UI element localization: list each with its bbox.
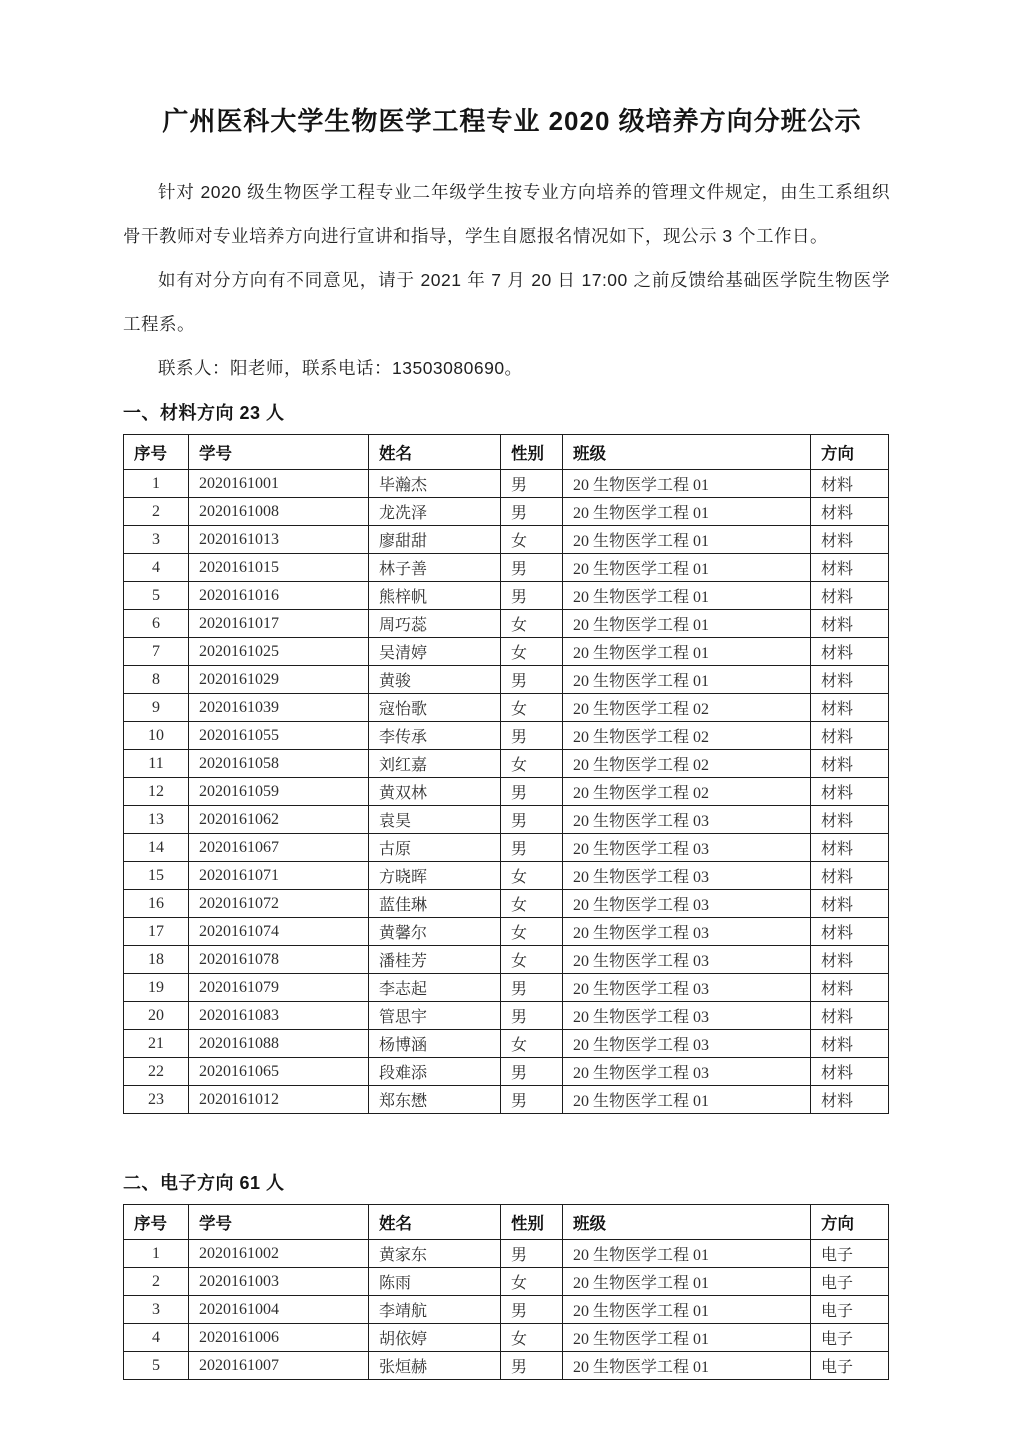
- table-row: [124, 1296, 889, 1324]
- column-header: 学号: [189, 435, 369, 470]
- table-cell: 男: [501, 1352, 563, 1380]
- table-cell: 李传承: [369, 722, 501, 750]
- table-cell: 20 生物医学工程 01: [563, 610, 811, 638]
- table-cell: 20 生物医学工程 01: [563, 526, 811, 554]
- table-cell: 电子: [811, 1240, 889, 1268]
- table-cell: 23: [124, 1086, 189, 1114]
- table-cell: 2: [124, 1268, 189, 1296]
- table-cell: 2020161039: [189, 694, 369, 722]
- table-cell: 2020161003: [189, 1268, 369, 1296]
- table-cell: 女: [501, 1268, 563, 1296]
- table-cell: 蓝佳琳: [369, 890, 501, 918]
- table-cell: 黄双林: [369, 778, 501, 806]
- table-cell: 20 生物医学工程 03: [563, 834, 811, 862]
- table-cell: 女: [501, 946, 563, 974]
- paragraph-feedback-deadline: 如有对分方向有不同意见，请于 2021 年 7 月 20 日 17:00 之前反馈给基础医学院生物医学工程系。: [123, 270, 890, 334]
- table-cell: 女: [501, 694, 563, 722]
- table-cell: 女: [501, 1324, 563, 1352]
- table-row: [124, 1030, 889, 1058]
- table-cell: 段难添: [369, 1058, 501, 1086]
- table-cell: 2020161058: [189, 750, 369, 778]
- table-row: [124, 890, 889, 918]
- table-cell: 男: [501, 834, 563, 862]
- table-cell: 20 生物医学工程 03: [563, 806, 811, 834]
- table-cell: 3: [124, 526, 189, 554]
- table-cell: 20 生物医学工程 03: [563, 1002, 811, 1030]
- table-cell: 古原: [369, 834, 501, 862]
- table-cell: 2020161071: [189, 862, 369, 890]
- column-header: 方向: [811, 435, 889, 470]
- table-cell: 17: [124, 918, 189, 946]
- table-row: [124, 1352, 889, 1380]
- table-cell: 女: [501, 610, 563, 638]
- table-cell: 14: [124, 834, 189, 862]
- table-cell: 电子: [811, 1296, 889, 1324]
- table-row: [124, 778, 889, 806]
- table-cell: 材料: [811, 554, 889, 582]
- table-cell: 5: [124, 582, 189, 610]
- table-cell: 20 生物医学工程 01: [563, 666, 811, 694]
- table-row: [124, 470, 889, 498]
- table-cell: 男: [501, 666, 563, 694]
- column-header: 方向: [811, 1205, 889, 1240]
- table-cell: 20 生物医学工程 01: [563, 498, 811, 526]
- table-cell: 材料: [811, 834, 889, 862]
- table-cell: 2020161017: [189, 610, 369, 638]
- table-cell: 袁昊: [369, 806, 501, 834]
- table-cell: 5: [124, 1352, 189, 1380]
- table-cell: 20 生物医学工程 01: [563, 582, 811, 610]
- table-cell: 2020161008: [189, 498, 369, 526]
- table-cell: 1: [124, 1240, 189, 1268]
- table-cell: 材料: [811, 470, 889, 498]
- table-cell: 16: [124, 890, 189, 918]
- section-heading-material-direction: 一、材料方向 23 人: [123, 403, 285, 423]
- table-cell: 20 生物医学工程 03: [563, 1030, 811, 1058]
- table-cell: 材料: [811, 946, 889, 974]
- table-cell: 20 生物医学工程 02: [563, 778, 811, 806]
- table-cell: 2020161062: [189, 806, 369, 834]
- table-cell: 20 生物医学工程 01: [563, 1324, 811, 1352]
- table-cell: 2020161004: [189, 1296, 369, 1324]
- table-cell: 材料: [811, 918, 889, 946]
- table-cell: 电子: [811, 1352, 889, 1380]
- table-cell: 材料: [811, 666, 889, 694]
- table-cell: 胡依婷: [369, 1324, 501, 1352]
- table-cell: 林子善: [369, 554, 501, 582]
- table-cell: 20 生物医学工程 03: [563, 946, 811, 974]
- table-cell: 杨博涵: [369, 1030, 501, 1058]
- table-cell: 20 生物医学工程 01: [563, 1352, 811, 1380]
- table-cell: 女: [501, 918, 563, 946]
- table-cell: 材料: [811, 526, 889, 554]
- table-cell: 2020161007: [189, 1352, 369, 1380]
- table-row: [124, 862, 889, 890]
- column-header: 姓名: [369, 1205, 501, 1240]
- table-cell: 13: [124, 806, 189, 834]
- table-cell: 2020161078: [189, 946, 369, 974]
- table-cell: 7: [124, 638, 189, 666]
- column-header: 姓名: [369, 435, 501, 470]
- table-cell: 女: [501, 1030, 563, 1058]
- table-cell: 男: [501, 470, 563, 498]
- table-cell: 3: [124, 1296, 189, 1324]
- table-cell: 男: [501, 778, 563, 806]
- table-cell: 电子: [811, 1324, 889, 1352]
- table-cell: 材料: [811, 610, 889, 638]
- table-row: [124, 1086, 889, 1114]
- table-row: [124, 666, 889, 694]
- column-header: 序号: [124, 1205, 189, 1240]
- table-cell: 刘红嘉: [369, 750, 501, 778]
- table-cell: 15: [124, 862, 189, 890]
- table-cell: 廖甜甜: [369, 526, 501, 554]
- table-cell: 2020161025: [189, 638, 369, 666]
- table-cell: 2020161074: [189, 918, 369, 946]
- table-cell: 2020161013: [189, 526, 369, 554]
- table-cell: 20 生物医学工程 03: [563, 862, 811, 890]
- table-cell: 男: [501, 582, 563, 610]
- table-cell: 20 生物医学工程 03: [563, 1058, 811, 1086]
- table-row: [124, 526, 889, 554]
- table-cell: 周巧蕊: [369, 610, 501, 638]
- table-cell: 2020161016: [189, 582, 369, 610]
- table-row: [124, 806, 889, 834]
- table-row: [124, 722, 889, 750]
- table-cell: 2020161067: [189, 834, 369, 862]
- table-cell: 潘桂芳: [369, 946, 501, 974]
- table-cell: 4: [124, 1324, 189, 1352]
- table-row: [124, 974, 889, 1002]
- table-cell: 管思宇: [369, 1002, 501, 1030]
- paragraph-intro: 针对 2020 级生物医学工程专业二年级学生按专业方向培养的管理文件规定，由生工系组织骨干教师对专业培养方向进行宣讲和指导，学生自愿报名情况如下，现公示 3 个工作日。: [123, 182, 890, 246]
- table-cell: 8: [124, 666, 189, 694]
- electronic-direction-table: [123, 1204, 889, 1380]
- table-cell: 男: [501, 554, 563, 582]
- table-cell: 材料: [811, 806, 889, 834]
- table-cell: 材料: [811, 722, 889, 750]
- table-cell: 2020161079: [189, 974, 369, 1002]
- table-cell: 2020161083: [189, 1002, 369, 1030]
- table-cell: 20 生物医学工程 02: [563, 694, 811, 722]
- table-cell: 男: [501, 1240, 563, 1268]
- table-row: [124, 1002, 889, 1030]
- column-header: 学号: [189, 1205, 369, 1240]
- column-header: 性别: [501, 1205, 563, 1240]
- table-row: [124, 582, 889, 610]
- table-cell: 材料: [811, 694, 889, 722]
- document-title: 广州医科大学生物医学工程专业 2020 级培养方向分班公示: [162, 106, 862, 136]
- table-cell: 2020161065: [189, 1058, 369, 1086]
- column-header: 班级: [563, 435, 811, 470]
- table-cell: 20 生物医学工程 03: [563, 890, 811, 918]
- table-cell: 张烜赫: [369, 1352, 501, 1380]
- table-cell: 22: [124, 1058, 189, 1086]
- table-cell: 材料: [811, 862, 889, 890]
- table-cell: 2020161088: [189, 1030, 369, 1058]
- table-cell: 12: [124, 778, 189, 806]
- table-cell: 女: [501, 862, 563, 890]
- table-cell: 毕瀚杰: [369, 470, 501, 498]
- table-cell: 材料: [811, 1086, 889, 1114]
- column-header: 性别: [501, 435, 563, 470]
- table-cell: 6: [124, 610, 189, 638]
- table-cell: 20 生物医学工程 02: [563, 722, 811, 750]
- table-cell: 1: [124, 470, 189, 498]
- table-cell: 20 生物医学工程 01: [563, 1296, 811, 1324]
- table-row: [124, 750, 889, 778]
- table-header-row: [124, 435, 889, 470]
- section-heading-electronic-direction: 二、电子方向 61 人: [123, 1173, 285, 1193]
- table-cell: 9: [124, 694, 189, 722]
- table-cell: 18: [124, 946, 189, 974]
- table-cell: 材料: [811, 1058, 889, 1086]
- table-cell: 女: [501, 890, 563, 918]
- table-cell: 2020161001: [189, 470, 369, 498]
- table-row: [124, 1240, 889, 1268]
- table-cell: 女: [501, 526, 563, 554]
- table-cell: 材料: [811, 890, 889, 918]
- table-cell: 材料: [811, 582, 889, 610]
- table-cell: 2020161015: [189, 554, 369, 582]
- table-cell: 20 生物医学工程 02: [563, 750, 811, 778]
- table-cell: 10: [124, 722, 189, 750]
- table-cell: 男: [501, 498, 563, 526]
- table-cell: 男: [501, 1296, 563, 1324]
- table-cell: 材料: [811, 638, 889, 666]
- table-cell: 材料: [811, 974, 889, 1002]
- column-header: 班级: [563, 1205, 811, 1240]
- table-header-row: [124, 1205, 889, 1240]
- table-cell: 材料: [811, 1030, 889, 1058]
- table-cell: 女: [501, 638, 563, 666]
- table-cell: 2020161055: [189, 722, 369, 750]
- table-cell: 21: [124, 1030, 189, 1058]
- table-cell: 女: [501, 750, 563, 778]
- table-cell: 男: [501, 974, 563, 1002]
- table-cell: 吴清婷: [369, 638, 501, 666]
- table-cell: 19: [124, 974, 189, 1002]
- table-row: [124, 1324, 889, 1352]
- table-row: [124, 946, 889, 974]
- paragraph-contact-info: 联系人：阳老师，联系电话：13503080690。: [158, 358, 523, 378]
- table-cell: 男: [501, 1058, 563, 1086]
- table-cell: 材料: [811, 1002, 889, 1030]
- table-cell: 材料: [811, 778, 889, 806]
- table-cell: 20 生物医学工程 03: [563, 918, 811, 946]
- table-cell: 寇怡歌: [369, 694, 501, 722]
- table-cell: 黄骏: [369, 666, 501, 694]
- table-cell: 男: [501, 1002, 563, 1030]
- table-cell: 2020161002: [189, 1240, 369, 1268]
- table-cell: 20 生物医学工程 03: [563, 974, 811, 1002]
- table-cell: 男: [501, 1086, 563, 1114]
- table-cell: 材料: [811, 498, 889, 526]
- table-cell: 2020161059: [189, 778, 369, 806]
- table-cell: 20 生物医学工程 01: [563, 1240, 811, 1268]
- table-cell: 11: [124, 750, 189, 778]
- table-cell: 20 生物医学工程 01: [563, 554, 811, 582]
- table-cell: 20 生物医学工程 01: [563, 470, 811, 498]
- column-header: 序号: [124, 435, 189, 470]
- table-cell: 2020161072: [189, 890, 369, 918]
- table-row: [124, 918, 889, 946]
- table-cell: 20 生物医学工程 01: [563, 1086, 811, 1114]
- table-cell: 2020161012: [189, 1086, 369, 1114]
- material-direction-table: [123, 434, 889, 1114]
- table-row: [124, 1058, 889, 1086]
- table-row: [124, 834, 889, 862]
- table-cell: 黄馨尔: [369, 918, 501, 946]
- table-cell: 龙冼泽: [369, 498, 501, 526]
- table-cell: 熊梓帆: [369, 582, 501, 610]
- table-row: [124, 554, 889, 582]
- document-body: [123, 170, 890, 1380]
- table-cell: 黄家东: [369, 1240, 501, 1268]
- table-cell: 2020161029: [189, 666, 369, 694]
- table-row: [124, 694, 889, 722]
- table-cell: 20 生物医学工程 01: [563, 638, 811, 666]
- table-cell: 李靖航: [369, 1296, 501, 1324]
- table-cell: 方晓晖: [369, 862, 501, 890]
- table-cell: 电子: [811, 1268, 889, 1296]
- table-cell: 材料: [811, 750, 889, 778]
- table-row: [124, 1268, 889, 1296]
- table-cell: 男: [501, 806, 563, 834]
- table-cell: 20 生物医学工程 01: [563, 1268, 811, 1296]
- table-cell: 2020161006: [189, 1324, 369, 1352]
- table-cell: 陈雨: [369, 1268, 501, 1296]
- table-row: [124, 498, 889, 526]
- table-cell: 男: [501, 722, 563, 750]
- table-cell: 20: [124, 1002, 189, 1030]
- table-cell: 2: [124, 498, 189, 526]
- table-row: [124, 638, 889, 666]
- table-cell: 李志起: [369, 974, 501, 1002]
- table-cell: 郑东懋: [369, 1086, 501, 1114]
- table-cell: 4: [124, 554, 189, 582]
- table-row: [124, 610, 889, 638]
